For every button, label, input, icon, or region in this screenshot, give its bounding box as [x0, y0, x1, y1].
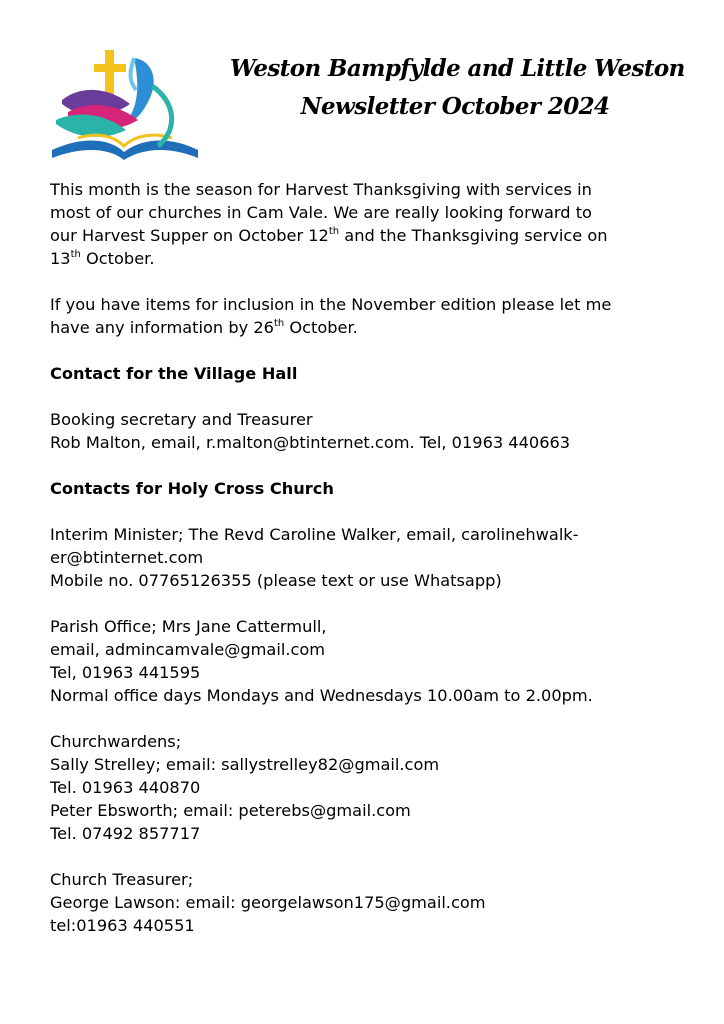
intro-line	[50, 247, 700, 270]
churchwarden-tel: Tel. 07492 857717	[50, 824, 201, 843]
logo-graphic	[48, 46, 200, 166]
churchwarden-contact: Sally Strelley; email: sallystrelley82@gmail.com	[50, 755, 440, 774]
village-hall-role: Booking secretary and Treasurer	[50, 410, 313, 429]
ordinal-suffix: th	[70, 249, 81, 260]
cross-dove-fish-book-logo	[48, 46, 200, 166]
intro-line: This month is the season for Harvest Thanksgiving with services in	[50, 180, 592, 199]
submission-text: have any information by 26	[50, 318, 274, 337]
parish-office-tel: Tel, 01963 441595	[50, 663, 201, 682]
ordinal-suffix: th	[328, 226, 340, 237]
title-line-2: Newsletter October 2024	[300, 93, 610, 120]
minister-line: Interim Minister; The Revd Caroline Walker, email, carolinehwalk-	[50, 525, 579, 544]
church-treasurer-heading: Church Treasurer;	[50, 870, 194, 889]
churchwarden-contact: Peter Ebsworth; email: peterebs@gmail.com	[50, 801, 411, 820]
submission-line: If you have items for inclusion in the November edition please let me	[50, 295, 612, 314]
intro-text: 13	[50, 249, 71, 268]
church-treasurer-tel: tel:01963 440551	[50, 916, 195, 935]
minister-mobile: Mobile no. 07765126355 (please text or use Whatsapp)	[50, 571, 502, 590]
newsletter-body	[50, 178, 700, 937]
church-treasurer-contact: George Lawson: email: georgelawson175@gmail.com	[50, 893, 486, 912]
intro-line: most of our churches in Cam Vale. We are really looking forward to	[50, 203, 592, 222]
minister-line: er@btinternet.com	[50, 548, 204, 567]
intro-text: October.	[80, 249, 155, 268]
ordinal-suffix: th	[273, 318, 285, 329]
churchwarden-tel: Tel. 01963 440870	[50, 778, 201, 797]
parish-office-email: email, admincamvale@gmail.com	[50, 640, 326, 659]
village-hall-heading: Contact for the Village Hall	[50, 364, 298, 383]
title-line-1: Weston Bampfylde and Little Weston	[230, 55, 685, 82]
village-hall-contact: Rob Malton, email, r.malton@btinternet.com. Tel, 01963 440663	[50, 433, 571, 452]
intro-line	[50, 224, 700, 247]
intro-text: our Harvest Supper on October 12	[50, 226, 329, 245]
newsletter-title	[230, 50, 685, 126]
parish-office-line: Parish Office; Mrs Jane Cattermull,	[50, 617, 327, 636]
parish-office-days: Normal office days Mondays and Wednesdays 10.00am to 2.00pm.	[50, 686, 593, 705]
churchwardens-heading: Churchwardens;	[50, 732, 182, 751]
holy-cross-heading: Contacts for Holy Cross Church	[50, 479, 334, 498]
intro-text: and the Thanksgiving service on	[339, 226, 608, 245]
submission-line	[50, 316, 700, 339]
submission-text: October.	[284, 318, 358, 337]
